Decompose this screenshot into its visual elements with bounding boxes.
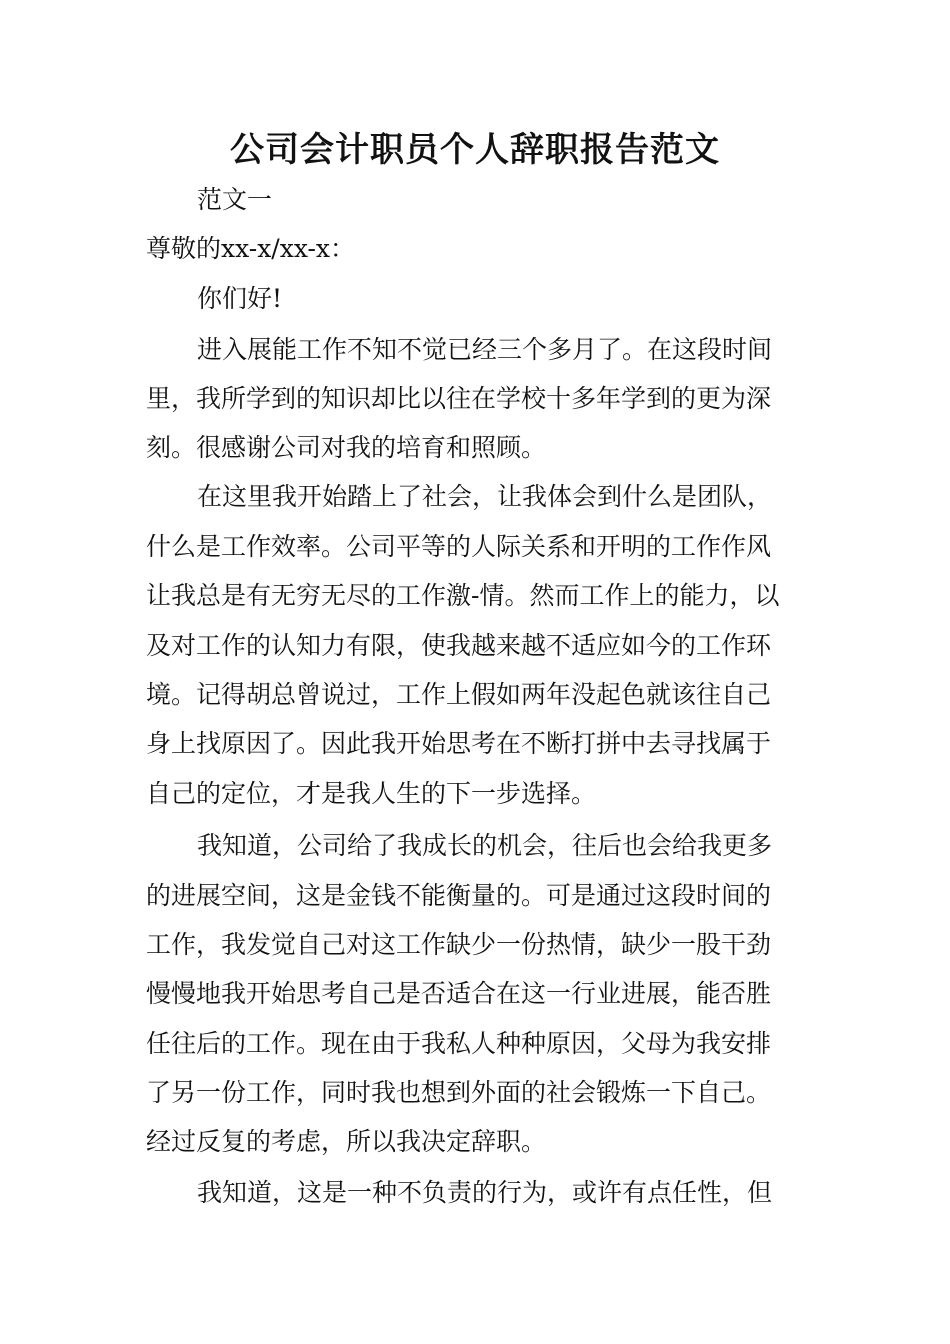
body-line: 我知道，这是一种不负责的行为，或许有点任性，但 <box>197 1178 773 1207</box>
body-line: 让我总是有无穷无尽的工作激-情。然而工作上的能力，以 <box>146 581 780 610</box>
body-line: 境。记得胡总曾说过，工作上假如两年没起色就该往自己 <box>146 680 772 709</box>
body-line: 进入展能工作不知不觉已经三个多月了。在这段时间 <box>197 335 773 364</box>
body-line: 我知道，公司给了我成长的机会，往后也会给我更多 <box>197 831 773 860</box>
body-line: 及对工作的认知力有限，使我越来越不适应如今的工作环 <box>146 631 772 660</box>
body-line: 经过反复的考虑，所以我决定辞职。 <box>146 1127 547 1156</box>
body-line: 了另一份工作，同时我也想到外面的社会锻炼一下自己。 <box>146 1078 772 1107</box>
body-line: 自己的定位，才是我人生的下一步选择。 <box>146 779 597 808</box>
body-line: 慢慢地我开始思考自己是否适合在这一行业进展，能否胜 <box>146 979 772 1008</box>
body-line: 任往后的工作。现在由于我私人种种原因，父母为我安排 <box>146 1029 772 1058</box>
body-line: 身上找原因了。因此我开始思考在不断打拼中去寻找属于 <box>146 729 772 758</box>
body-line: 刻。很感谢公司对我的培育和照顾。 <box>146 433 547 462</box>
body-line: 的进展空间，这是金钱不能衡量的。可是通过这段时间的 <box>146 881 772 910</box>
body-line: 里，我所学到的知识却比以往在学校十多年学到的更为深 <box>146 384 772 413</box>
salutation: 尊敬的xx-x/xx-x： <box>146 234 356 263</box>
greeting: 你们好! <box>197 284 283 313</box>
document-title: 公司会计职员个人辞职报告范文 <box>230 130 720 170</box>
section-label: 范文一 <box>197 185 273 214</box>
body-line: 工作，我发觉自己对这工作缺少一份热情，缺少一股干劲 <box>146 930 772 959</box>
body-line: 什么是工作效率。公司平等的人际关系和开明的工作作风 <box>146 532 772 561</box>
body-line: 在这里我开始踏上了社会，让我体会到什么是团队， <box>197 482 773 511</box>
